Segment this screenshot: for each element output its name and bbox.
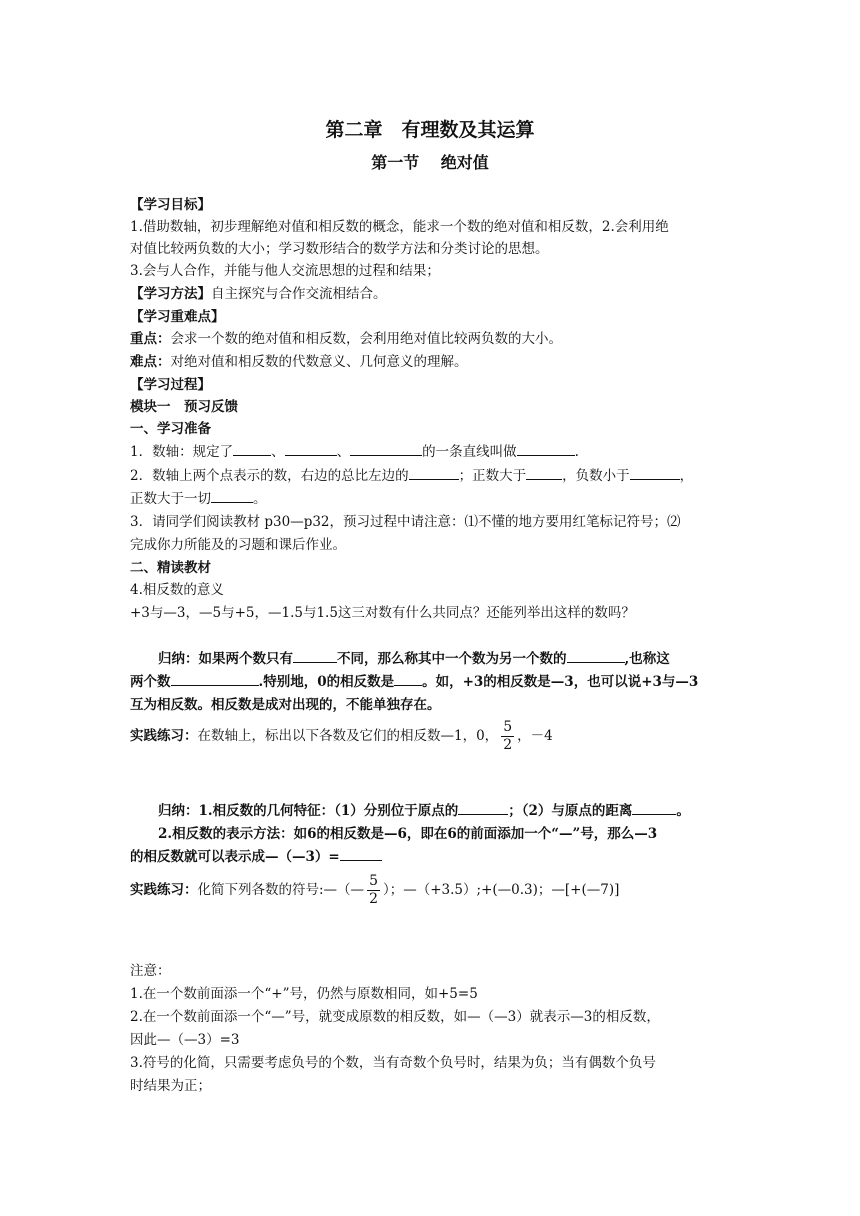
practice-1-text: 在数轴上，标出以下各数及它们的相反数—1，0，: [197, 728, 499, 744]
sum1-text-e: .特别地，0的相反数是: [258, 674, 395, 690]
q1-text-d: 的一条直线叫做: [422, 444, 517, 460]
goals-line-3: 3.会与人合作，并能与他人交流思想的过程和结果；: [130, 263, 440, 279]
sum1-text-d: 两个数: [130, 674, 171, 690]
section-title: 第一节 绝对值: [371, 153, 489, 172]
summary-1-line-2: [130, 671, 730, 693]
note-header: 注意：: [130, 963, 171, 979]
question-3-line-1: 3．请同学们阅读教材 p30—p32，预习过程中请注意：⑴不懂的地方要用红笔标记符号；⑵: [130, 514, 681, 530]
goals-line-1: 1.借助数轴，初步理解绝对值和相反数的概念，能求一个数的绝对值和相反数，2.会利用绝: [130, 219, 669, 235]
opposite-question: +3与—3，—5与+5，—1.5与1.5这三对数有什么共同点？还能列举出这样的数吗？: [130, 605, 635, 621]
process-header: 【学习过程】: [130, 377, 211, 393]
answer-blank[interactable]: [285, 441, 337, 456]
q1-text-e: .: [574, 444, 579, 460]
prep-header: 一、学习准备: [130, 421, 211, 437]
hard-text: 对绝对值和相反数的代数意义、几何意义的理解。: [170, 354, 468, 370]
note-1: 1.在一个数前面添一个“+”号，仍然与原数相同，如+5=5: [130, 986, 478, 1002]
answer-blank[interactable]: [630, 465, 680, 480]
goals-header: 【学习目标】: [130, 197, 211, 213]
sum1-text-a: 归纳：如果两个数只有: [158, 651, 293, 667]
key-label: 重点：: [130, 331, 171, 347]
fraction-denominator: 2: [369, 891, 378, 907]
answer-blank[interactable]: [526, 465, 562, 480]
q2-text-e: 正数大于一切: [130, 491, 211, 507]
sum2-text-c: 。: [676, 803, 690, 819]
goals-line-2: 对值比较两负数的大小；学习数形结合的数学方法和分类讨论的思想。: [130, 241, 549, 257]
practice-2: [130, 868, 730, 914]
module-1-title: 模块一 预习反馈: [130, 399, 238, 415]
key-point-line: [130, 328, 730, 350]
opposite-meaning: 4.相反数的意义: [130, 582, 224, 598]
answer-blank[interactable]: [171, 671, 259, 686]
practice-1-label: 实践练习：: [130, 728, 198, 744]
practice-1-tail: ，－4: [517, 728, 553, 744]
fraction-denominator: 2: [503, 737, 513, 753]
question-2: [130, 465, 730, 487]
summary-3-line-2: [130, 846, 730, 868]
answer-blank[interactable]: [350, 441, 422, 456]
practice-2-text-a: 化简下列各数的符号:—（—: [197, 882, 365, 898]
answer-blank[interactable]: [409, 465, 459, 480]
fraction-numerator: 5: [503, 719, 513, 735]
question-3-line-2: 完成你力所能及的习题和课后作业。: [130, 537, 346, 553]
practice-2-text-b: ）；—（+3.5）;+(—0.3)；—[+(—7)]: [382, 882, 620, 898]
answer-blank[interactable]: [293, 648, 337, 663]
sum1-text-f: 。如，+3的相反数是—3，也可以说+3与—3: [422, 674, 699, 690]
difficulty-header: 【学习重难点】: [130, 309, 225, 325]
read-header: 二、精读教材: [130, 560, 211, 576]
sum3-text-b: 的相反数就可以表示成—（—3）=: [130, 849, 340, 865]
fraction: [367, 873, 380, 908]
q2-text-f: 。: [253, 491, 267, 507]
q1-text-a: 1．数轴：规定了: [130, 444, 234, 460]
summary-1-line-1: [130, 648, 730, 670]
answer-blank[interactable]: [632, 800, 676, 815]
practice-1: [130, 715, 730, 759]
answer-blank[interactable]: [340, 846, 382, 861]
summary-3-line-1: 2.相反数的表示方法：如6的相反数是—6，即在6的前面添加一个“—”号，那么—3: [158, 826, 658, 842]
method-text: 自主探究与合作交流相结合。: [211, 286, 387, 302]
q2-text-c: ，负数小于: [562, 468, 630, 484]
summary-1-line-3: 互为相反数。相反数是成对出现的，不能单独存在。: [130, 697, 441, 713]
q2-text-b: ；正数大于: [458, 468, 527, 484]
q2-text-a: 2．数轴上两个点表示的数，右边的总比左边的: [130, 468, 409, 484]
sum1-text-c: ,也称这: [624, 651, 670, 667]
answer-blank[interactable]: [567, 648, 625, 663]
key-text: 会求一个数的绝对值和相反数，会利用绝对值比较两负数的大小。: [170, 331, 562, 347]
answer-blank[interactable]: [517, 441, 575, 456]
sum1-text-b: 不同，那么称其中一个数为另一个数的: [337, 651, 567, 667]
fraction: [501, 719, 514, 754]
hard-point-line: [130, 351, 730, 373]
question-2-cont: [130, 488, 730, 510]
question-1: [130, 441, 730, 463]
sum2-text-a: 归纳：1.相反数的几何特征：（1）分别位于原点的: [158, 803, 459, 819]
hard-label: 难点：: [130, 354, 171, 370]
summary-2-line-1: [130, 800, 730, 822]
answer-blank[interactable]: [394, 671, 422, 686]
fraction-numerator: 5: [369, 873, 378, 889]
answer-blank[interactable]: [211, 488, 253, 503]
note-2-line-1: 2.在一个数前面添一个“—”号，就变成原数的相反数，如—（—3）就表示—3的相反数，: [130, 1009, 660, 1025]
sum2-text-b: ；（2）与原点的距离: [508, 803, 633, 819]
q2-text-d: ，: [679, 468, 694, 484]
chapter-title: 第二章 有理数及其运算: [325, 119, 535, 141]
note-3-line-2: 时结果为正；: [130, 1078, 211, 1094]
answer-blank[interactable]: [458, 800, 508, 815]
answer-blank[interactable]: [233, 441, 271, 456]
q1-text-c: 、: [336, 444, 351, 460]
practice-2-label: 实践练习：: [130, 882, 198, 898]
method-line: [130, 283, 730, 305]
note-2-line-2: 因此—（—3）=3: [130, 1032, 240, 1048]
note-3-line-1: 3.符号的化简，只需要考虑负号的个数，当有奇数个负号时，结果为负；当有偶数个负号: [130, 1055, 656, 1071]
q1-text-b: 、: [271, 444, 285, 460]
method-label: 【学习方法】: [130, 286, 211, 302]
